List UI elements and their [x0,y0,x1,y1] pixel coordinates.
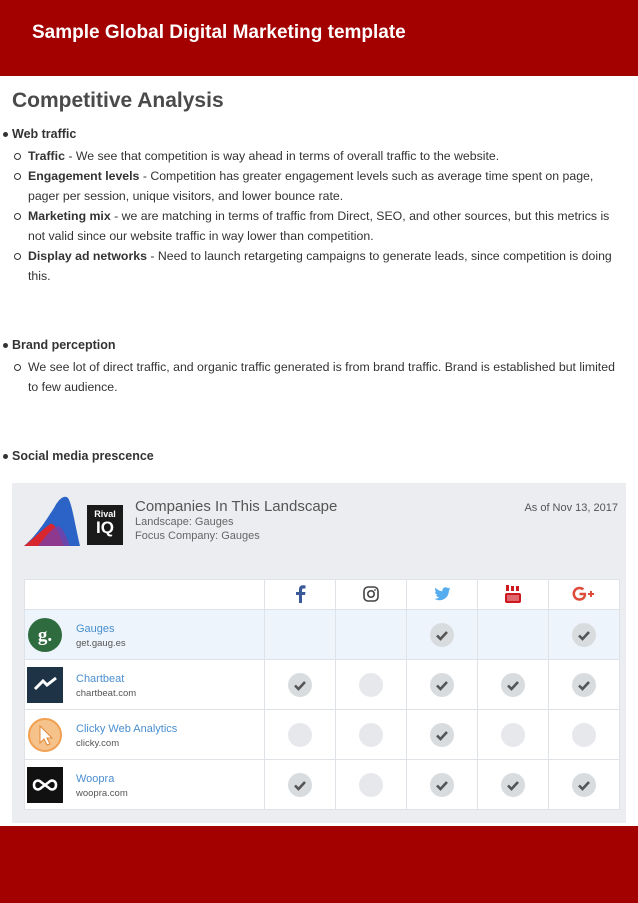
clicky-logo [27,717,63,753]
rivaliq-landscape-panel [12,483,626,823]
twitter-column[interactable] [407,580,478,610]
instagram-status-cell [336,710,407,760]
gauges-logo [27,617,63,653]
check-icon [501,773,525,797]
google-plus-column[interactable] [549,580,620,610]
youtube-status-cell [478,760,549,810]
check-icon [501,673,525,697]
youtube-icon [505,585,521,603]
youtube-status-cell [478,660,549,710]
chartbeat-logo [27,667,63,703]
svg-text:g.: g. [37,625,53,646]
panel-title: Companies In This Landscape [135,498,338,515]
bullet-label: Brand perception [12,338,116,352]
google-plus-status-cell [549,710,620,760]
instagram-status-cell [336,610,407,660]
sub-item: Traffic - We see that competition is way ahead in terms of overall traffic to the website. [28,146,638,166]
google-plus-status-cell [549,760,620,810]
empty-status-icon [501,723,525,747]
facebook-status-cell [265,760,336,810]
focus-company-label: Focus Company: Gauges [135,530,260,542]
empty-status-icon [288,723,312,747]
company-row[interactable] [25,610,620,660]
bullet-social-media [0,448,638,468]
sub-list [12,357,638,397]
facebook-status-cell [265,710,336,760]
facebook-column[interactable] [265,580,336,610]
company-name-link[interactable]: Woopra [76,773,115,785]
twitter-status-cell [407,610,478,660]
twitter-status-cell [407,760,478,810]
check-icon [430,623,454,647]
youtube-column[interactable] [478,580,549,610]
check-icon [572,623,596,647]
facebook-icon [293,585,307,603]
facebook-status-cell [265,660,336,710]
check-icon [288,773,312,797]
instagram-icon [363,586,379,602]
check-icon [430,673,454,697]
bullet-label: Web traffic [12,127,77,141]
google-plus-icon [572,586,596,602]
empty-status-icon [359,723,383,747]
check-icon [430,723,454,747]
company-domain: clicky.com [76,738,120,749]
check-icon [430,773,454,797]
sub-item: Marketing mix - we are matching in terms of traffic from Direct, SEO, and other sources, but this metrics is not valid since our website traffic in way lower than competition. [28,206,638,246]
company-cell [25,760,265,810]
sub-item: We see lot of direct traffic, and organic traffic generated is from brand traffic. Brand is established but limited to few audience. [28,357,638,397]
company-domain: chartbeat.com [76,688,137,699]
footer-band [0,826,638,903]
twitter-status-cell [407,710,478,760]
as-of-date: As of Nov 13, 2017 [524,502,618,514]
twitter-status-cell [407,660,478,710]
google-plus-status-cell [549,610,620,660]
sub-list [12,146,638,286]
bullet-brand-perception [0,337,638,448]
woopra-logo [27,767,63,803]
landscape-table [24,579,620,810]
twitter-icon [434,587,451,601]
rivaliq-logo: Rival IQ [24,490,124,548]
instagram-status-cell [336,760,407,810]
company-name-link[interactable]: Chartbeat [76,673,125,685]
company-cell [25,660,265,710]
network-header-row [25,580,620,610]
document-body [0,126,638,468]
company-name-link[interactable]: Clicky Web Analytics [76,723,178,735]
panel-header [12,483,626,553]
header-band [0,0,638,76]
instagram-status-cell [336,660,407,710]
instagram-column[interactable] [336,580,407,610]
landscape-label: Landscape: Gauges [135,516,234,528]
company-row[interactable] [25,660,620,710]
bullet-web-traffic [0,126,638,286]
facebook-status-cell [265,610,336,660]
check-icon [288,673,312,697]
check-icon [572,773,596,797]
company-column-header [25,580,265,610]
check-icon [572,673,596,697]
company-cell [25,710,265,760]
empty-status-icon [572,723,596,747]
sub-item: Engagement levels - Competition has greater engagement levels such as average time spent on page, pager per session, unique visitors, and lower bounce rate. [28,166,638,206]
sub-item: Display ad networks - Need to launch retargeting campaigns to generate leads, since competition is doing this. [28,246,638,286]
section-title: Competitive Analysis [12,89,224,112]
google-plus-status-cell [549,660,620,710]
empty-status-icon [359,673,383,697]
youtube-status-cell [478,710,549,760]
empty-status-icon [359,773,383,797]
youtube-status-cell [478,610,549,660]
company-row[interactable] [25,760,620,810]
company-domain: woopra.com [76,788,128,799]
document-title: Sample Global Digital Marketing template [32,22,406,43]
company-row[interactable] [25,710,620,760]
company-name-link[interactable]: Gauges [76,623,115,635]
bullet-label: Social media prescence [12,449,154,463]
company-domain: get.gaug.es [76,638,126,649]
company-cell [25,610,265,660]
